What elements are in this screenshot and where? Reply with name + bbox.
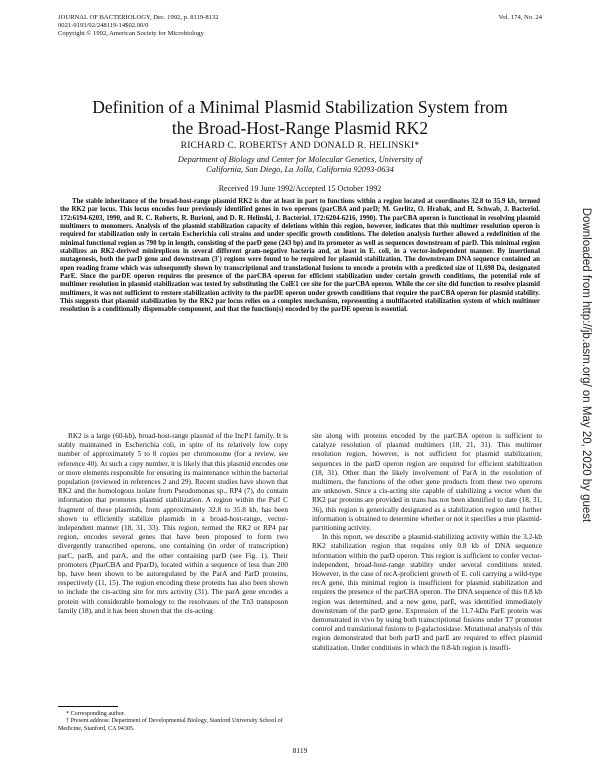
- body-paragraph: site along with proteins encoded by the parCBA operon is sufficient to catalyze resolution of plasmid multimers (18, 21, 31). This multimer resolution region, however, is not sufficient for plasmid stabilization; sequences in the parD operon region are required for efficient stabilization (18, 31). Other than the likely involvement of ParA in the resolution of multimers, the functions of the other gene products from these two operons are unknown. Since a cis-acting site capable of stabilizing a vector when the RK2 par proteins are provided in trans has not been identified to date (18, 31, 36), this region is generically designated as a stabilization region until further information is obtained to determine whether or not it specifies a true plasmid-partitioning activity.: [312, 431, 542, 533]
- body-column-right: [312, 431, 542, 652]
- footnote-rule: [58, 706, 118, 707]
- page-number: 8119: [292, 746, 308, 755]
- download-watermark-text[interactable]: Downloaded from http://jb.asm.org/ on May 20, 2020 by guest: [580, 207, 592, 523]
- affiliation-line-2: California, San Diego, La Jolla, California 92093-0634: [206, 165, 394, 174]
- title-line-1: Definition of a Minimal Plasmid Stabilization System from: [92, 97, 508, 117]
- footnotes: [58, 711, 288, 733]
- received-date: Received 19 June 1992/Accepted 15 October 1992: [218, 184, 382, 193]
- download-watermark: [578, 150, 594, 580]
- journal-line: JOURNAL OF BACTERIOLOGY, Dec. 1992, p. 8119-8132: [58, 14, 219, 21]
- affiliation-line-1: Department of Biology and Center for Molecular Genetics, University of: [177, 155, 423, 164]
- running-header: [58, 14, 542, 38]
- title-line-2: the Broad-Host-Range Plasmid RK2: [171, 118, 429, 138]
- article-title: [40, 97, 560, 139]
- body-column-left: [58, 431, 288, 615]
- copyright-line: Copyright © 1992, American Society for Microbiology: [58, 30, 204, 37]
- issn-line: 0021-9193/92/248119-14$02.00/0: [58, 22, 149, 29]
- footnote-corresponding: * Corresponding author.: [66, 711, 126, 717]
- abstract: The stable inheritance of the broad-host-range plasmid RK2 is due at least in part to functions within a region located at coordinates 32.8 to 35.9 kb, termed the RK2 par locus. This locus encodes four previously identified genes in two operons (parCBA and parD; M. Gerlitz, O. Hrabak, and H. Schwab, J. Bacteriol. 172:6194-6203, 1990, and R. C. Roberts, R. Burioni, and D. R. Helinski, J. Bacteriol. 172:6204-6216, 1990). The parCBA operon is functional in resolving plasmid multimers to monomers. Analysis of the plasmid stabilization capacity of deletions within this region, however, indicates that this multimer resolution operon is required for stabilization only in certain Escherichia coli strains and under specific growth conditions. The deletion analysis further allowed a redefinition of the minimal functional region as 790 bp in length, consisting of the parD gene (243 bp) and its promoter as well as sequences downstream of parD. This minimal region stabilizes an RK2-derived minireplicon in several different gram-negative bacteria and, at least in E. coli, in a vector-independent manner. By insertional mutagenesis, both the parD gene and downstream (3') regions were found to be required for plasmid stabilization. The downstream DNA sequence contained an open reading frame which was subsequently shown by transcriptional and translational fusions to encode a protein with a predicted size of 11,698 Da, designated ParE. Since the parDE operon requires the presence of the parCBA operon for efficient stabilization under certain growth conditions, the potential role of multimer resolution in plasmid stabilization was tested by substituting the ColE1 cer site for the parCBA operon. While the cer site did function to resolve plasmid multimers, it was not sufficient to restore stabilization activity to the parDE operon under growth conditions that require the parCBA operon for plasmid stability. This suggests that plasmid stabilization by the RK2 par locus relies on a complex mechanism, representing a multifaceted stabilization system of which multimer resolution is a conditionally dispensable component, and that the function(s) encoded by the parDE operon is essential.: [60, 198, 540, 314]
- authors: RICHARD C. ROBERTS† AND DONALD R. HELINSKI*: [180, 141, 420, 151]
- footnote-present-address: † Present address: Department of Developmental Biology, Stanford University School of Medicine, Stanford, CA 94305.: [58, 718, 283, 732]
- body-paragraph: RK2 is a large (60-kb), broad-host-range plasmid of the IncP1 family. It is stably maintained in Escherichia coli, in spite of its relatively low copy number of approximately 5 to 8 copies per chromosome (for a review, see reference 40). At such a copy number, it is likely that this plasmid encodes one or more elements responsible for ensuring its maintenance within the bacterial population (reviewed in references 2 and 29). Recent studies have shown that RK2 and the homologous isolate from Pseudomonas sp., RP4 (7), do contain information that promotes plasmid stabilization. A region within the PstI C fragment of these plasmids, from approximately 32.8 to 35.8 kb, has been shown to efficiently stabilize plasmids in a broad-host-range, vector-independent manner (18, 31, 33). This region, termed the RK2 or RP4 par region, encodes several genes that have been proposed to form two divergently transcribed operons, one containing (in order of transcription) parC, parB, and parA, and the other containing parD (see Fig. 1). Their promoters (PparCBA and PparD), located within a sequence of less than 200 bp, have been shown to be autoregulated by the ParA and ParD proteins, respectively (11, 15). The region encoding these proteins has also been shown to include the cis-acting site for mrs activity (31). The parA gene encodes a protein with considerable homology to the resolvases of the Tn3 transposon family (18), and it has been shown that the cis-acting: [58, 431, 288, 615]
- volume-issue: Vol. 174, No. 24: [498, 14, 542, 21]
- affiliation: [80, 155, 520, 175]
- body-paragraph: In this report, we describe a plasmid-stabilizing activity within the 3.2-kb RK2 stabilization region that requires only 0.8 kb of DNA sequence information within the parD operon. This region is sufficient to confer vector-independent, broad-host-range stability under several conditions tested. However, in the case of recA-proficient growth of E. coli carrying a wild-type recA gene, this minimal region is insufficient for plasmid stabilization and requires the presence of the parCBA operon. The DNA sequence of this 0.8 kb region was determined, and a new gene, parE, was identified immediately downstream of the parD gene. Expression of the 11.7-kDa ParE protein was demonstrated in vivo by using both transcriptional fusions under T7 promoter control and translational fusions to β-galactosidase. Mutational analysis of this region demonstrated that both parD and parE are required to effect plasmid stabilization. Under conditions in which the 0.8-kb region is insuffi-: [312, 532, 542, 652]
